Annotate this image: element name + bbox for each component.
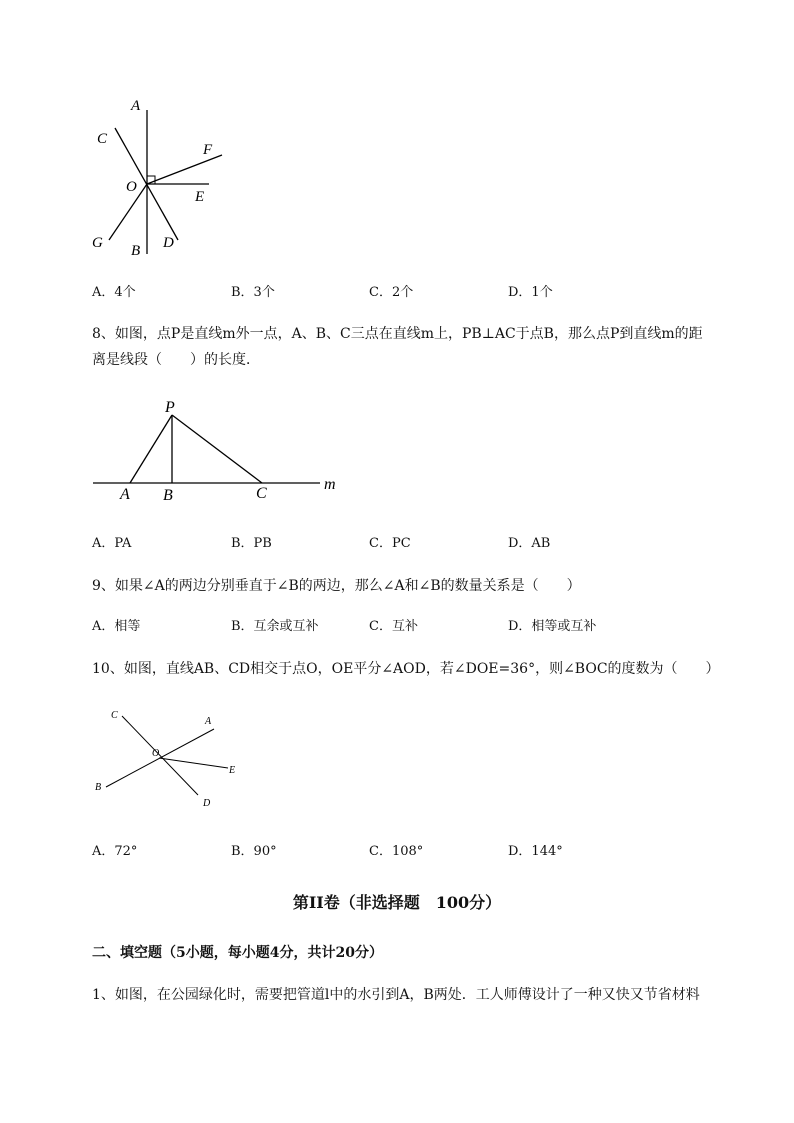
q8-label-C: C <box>256 485 267 502</box>
q8-option-a: A．PA <box>92 536 132 551</box>
q10-option-c: C．108° <box>369 844 424 859</box>
q8-figure <box>88 392 348 507</box>
q8-label-A: A <box>120 486 130 503</box>
part2-title: 第II卷（非选择题 100分） <box>292 893 502 912</box>
q10-label-D: D <box>203 798 211 809</box>
q7-option-d: D．1个 <box>508 285 553 300</box>
q10-option-d: D．144° <box>508 844 563 859</box>
q10-label-B: B <box>95 782 102 793</box>
q7-label-E: E <box>195 189 205 205</box>
q8-option-d: D．AB <box>508 536 551 551</box>
q7-option-a: A．4个 <box>92 285 136 300</box>
q7-label-D: D <box>163 235 174 251</box>
q7-option-b: B．3个 <box>231 285 275 300</box>
q7-figure-svg <box>85 90 235 265</box>
fill-blank-q1-text: 1、如图，在公园绿化时，需要把管道l中的水引到A，B两处．工人师傅设计了一种又快又节省材料 <box>92 987 700 1003</box>
q9-option-c: C．互补 <box>369 619 418 634</box>
q7-label-C: C <box>97 131 108 147</box>
q8-figure-svg <box>88 392 348 507</box>
q10-figure <box>88 700 248 815</box>
q10-label-A: A <box>205 716 212 727</box>
q8-question-line1: 8、如图，点P是直线m外一点，A、B、C三点在直线m上，PB⊥AC于点B，那么点P到直线m的距 <box>92 326 703 342</box>
q7-figure <box>85 90 235 265</box>
q8-label-B: B <box>163 487 173 504</box>
q8-option-c: C．PC <box>369 536 411 551</box>
q7-option-c: C．2个 <box>369 285 414 300</box>
q7-label-F: F <box>203 142 213 158</box>
q7-label-B: B <box>131 243 141 259</box>
q9-question: 9、如果∠A的两边分别垂直于∠B的两边，那么∠A和∠B的数量关系是（ ） <box>92 578 581 594</box>
q9-option-b: B．互余或互补 <box>231 619 319 634</box>
q7-label-G: G <box>92 235 103 251</box>
q9-option-d: D．相等或互补 <box>508 619 597 634</box>
q9-option-a: A．相等 <box>92 619 141 634</box>
q10-option-a: A．72° <box>92 844 138 859</box>
q8-label-P: P <box>165 399 175 416</box>
q8-label-m: m <box>324 476 336 493</box>
q10-question: 10、如图，直线AB、CD相交于点O，OE平分∠AOD，若∠DOE=36°，则∠BOC的度数为（ ） <box>92 661 720 677</box>
q10-label-E: E <box>229 765 236 776</box>
q10-label-C: C <box>111 710 118 721</box>
q8-question-line2: 离是线段（ ）的长度． <box>92 352 260 368</box>
q8-option-b: B．PB <box>231 536 272 551</box>
q10-option-b: B．90° <box>231 844 277 859</box>
q10-label-O: O <box>152 748 160 759</box>
fill-blank-section-heading: 二、填空题（5小题，每小题4分，共计20分） <box>92 945 383 961</box>
q7-label-A: A <box>131 98 141 114</box>
q7-label-O: O <box>126 179 137 195</box>
q10-figure-svg <box>88 700 248 815</box>
